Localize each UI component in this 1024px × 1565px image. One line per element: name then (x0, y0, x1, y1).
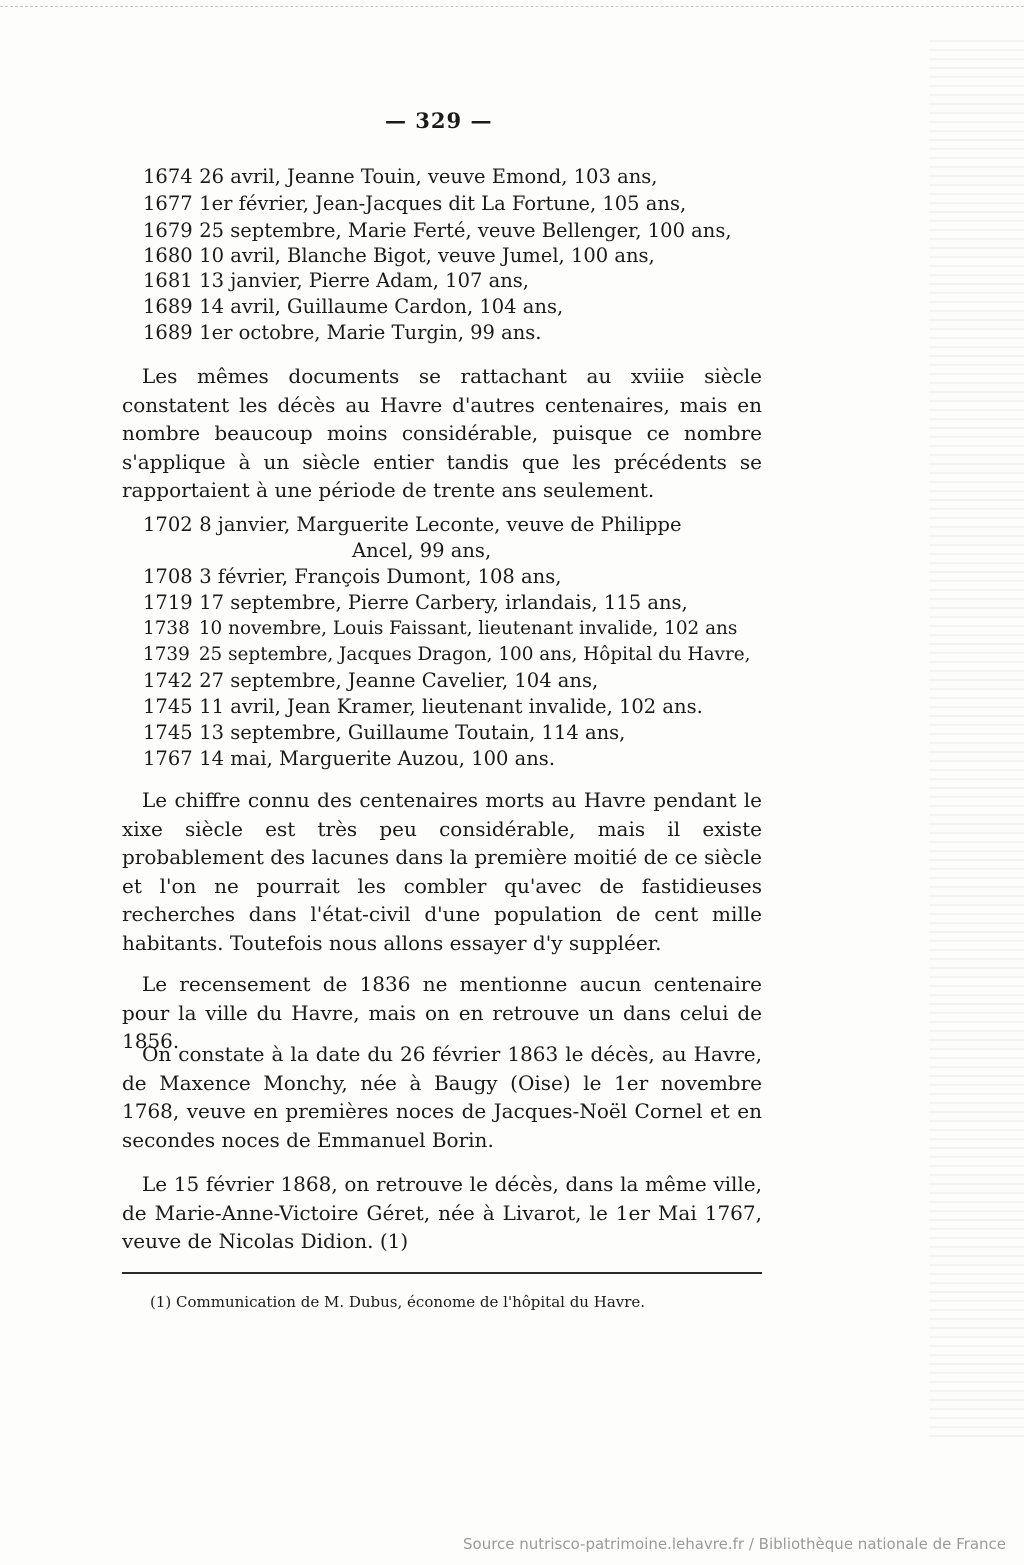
entry-text: 1er février, Jean-Jacques dit La Fortune, 105 ans, (199, 192, 687, 215)
top-scan-border (0, 6, 1024, 7)
source-attribution: Source nutrisco-patrimoine.lehavre.fr / Bibliothèque nationale de France (463, 1535, 1006, 1553)
entry-text: 25 septembre, Jacques Dragon, 100 ans, Hôpital du Havre, (198, 644, 751, 665)
entry-year: 1708 (143, 565, 193, 588)
list-item (143, 746, 555, 772)
entry-text: 17 septembre, Pierre Carbery, irlandais, 115 ans, (199, 591, 688, 614)
entry-year: 1745 (143, 695, 193, 718)
page-number: — 329 — (385, 108, 493, 133)
entry-year: 1680 (143, 244, 193, 267)
footnote: (1) Communication de M. Dubus, économe de l'hôpital du Havre. (150, 1293, 646, 1311)
list-item (143, 642, 750, 668)
entry-year: 1742 (143, 669, 193, 692)
list-item (143, 294, 563, 320)
scan-margin-noise (929, 40, 1024, 1440)
entry-year: 1679 (143, 219, 193, 242)
entry-year: 1681 (143, 269, 193, 292)
entry-text: 13 septembre, Guillaume Toutain, 114 ans, (199, 721, 626, 744)
paragraph: Les mêmes documents se rattachant au xviiie siècle constatent les décès au Havre d'autres centenaires, mais en nombre beaucoup moins considérable, puisque ce nombre s'applique à un siècle entier tandis que les précédents se rapportaient à une période de trente ans seulement. (122, 364, 762, 502)
list-item (143, 243, 655, 269)
list-item (143, 512, 682, 538)
entry-text: 1er octobre, Marie Turgin, 99 ans. (199, 321, 542, 344)
entry-text: 8 janvier, Marguerite Leconte, veuve de Philippe (199, 513, 682, 536)
entry-text: 11 avril, Jean Kramer, lieutenant invalide, 102 ans. (199, 695, 703, 718)
list-item (143, 720, 625, 746)
list-item (143, 164, 657, 190)
footnote-divider (122, 1272, 762, 1274)
entry-year: 1689 (143, 295, 193, 318)
list-item (143, 694, 703, 720)
entry-text: 3 février, François Dumont, 108 ans, (199, 565, 562, 588)
entry-text: 10 avril, Blanche Bigot, veuve Jumel, 100 ans, (199, 244, 655, 267)
paragraph: Le 15 février 1868, on retrouve le décès, dans la même ville, de Marie-Anne-Victoire Géret, née à Livarot, le 1er Mai 1767, veuve de Nicolas Didion. (1) (122, 1172, 762, 1253)
entry-text: 10 novembre, Louis Faissant, lieutenant invalide, 102 ans (198, 618, 738, 639)
list-item (143, 590, 688, 616)
entry-year: 1689 (143, 321, 193, 344)
entry-text: 14 mai, Marguerite Auzou, 100 ans. (199, 747, 556, 770)
list-item (143, 320, 542, 346)
entry-year: 1719 (143, 591, 193, 614)
entry-text: 26 avril, Jeanne Touin, veuve Emond, 103 ans, (199, 165, 658, 188)
list-item (143, 218, 732, 244)
entry-text: 27 septembre, Jeanne Cavelier, 104 ans, (199, 669, 599, 692)
entry-year: 1674 (143, 165, 193, 188)
entry-year: 1739 (143, 644, 190, 665)
paragraph: Le recensement de 1836 ne mentionne aucun centenaire pour la ville du Havre, mais on en retrouve un dans celui de 1856. (122, 972, 762, 1053)
paragraph: Le chiffre connu des centenaires morts au Havre pendant le xixe siècle est très peu considérable, mais il existe probablement des lacunes dans la première moitié de ce siècle et l'on ne pourrait les combler qu'avec de fastidieuses recherches dans l'état-civil d'une population de cent mille habitants. Toutefois nous allons essayer d'y suppléer. (122, 788, 762, 955)
list-item (143, 191, 686, 217)
list-item (143, 564, 561, 590)
entry-text: 14 avril, Guillaume Cardon, 104 ans, (199, 295, 564, 318)
list-item (143, 268, 529, 294)
entry-year: 1745 (143, 721, 193, 744)
list-item-continuation: Ancel, 99 ans, (352, 539, 492, 562)
paragraph: On constate à la date du 26 février 1863 le décès, au Havre, de Maxence Monchy, née à Baugy (Oise) le 1er novembre 1768, veuve en premières noces de Jacques-Noël Cornel et en secondes noces de Emmanuel Borin. (122, 1042, 762, 1152)
entry-year: 1738 (143, 618, 190, 639)
entry-year: 1677 (143, 192, 193, 215)
entry-year: 1702 (143, 513, 193, 536)
list-item (143, 668, 598, 694)
entry-year: 1767 (143, 747, 193, 770)
list-item (143, 616, 737, 642)
entry-text: 25 septembre, Marie Ferté, veuve Bellenger, 100 ans, (199, 219, 732, 242)
entry-text: 13 janvier, Pierre Adam, 107 ans, (199, 269, 529, 292)
